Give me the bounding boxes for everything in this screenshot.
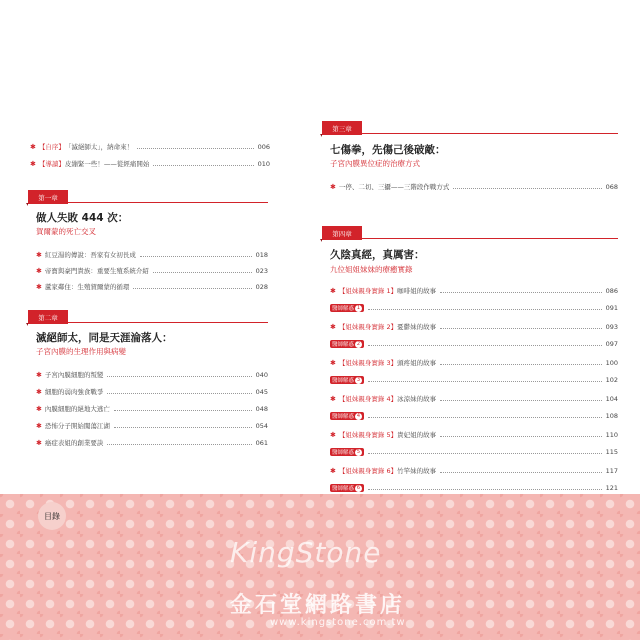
toc-label: 目錄 <box>38 502 66 530</box>
entry-label: 【導讀】 <box>38 160 65 168</box>
chapter-1-tab: 第一章 <box>28 190 68 204</box>
entry-label: 【姐妹親身實錄 4】 <box>338 395 398 403</box>
chapter-3-subtitle: 子宮內膜異位症的治療方式 <box>330 159 420 168</box>
asterisk-icon: ✱ <box>36 388 42 396</box>
page-number: 068 <box>605 183 618 191</box>
toc-entry-badge[interactable] <box>330 335 618 348</box>
entry-text: 頭疼姐的故事 <box>397 359 437 367</box>
leader-dots <box>440 292 602 293</box>
entry-text: 咖啡姐的故事 <box>397 287 437 295</box>
page-number: 115 <box>605 448 618 456</box>
page-number: 093 <box>605 323 618 331</box>
leader-dots <box>153 165 253 166</box>
toc-entry[interactable] <box>36 246 268 259</box>
leader-dots <box>453 188 601 189</box>
page-number: 086 <box>605 287 618 295</box>
doctor-qa-badge: 醫師解惑 1 <box>330 304 364 312</box>
entry-label: 【自序】 <box>38 143 65 151</box>
leader-dots <box>107 376 251 377</box>
entry-text: 憂鬱妹的故事 <box>397 323 437 331</box>
asterisk-icon: ✱ <box>330 359 336 367</box>
toc-entry[interactable] <box>330 318 618 331</box>
page-number: 091 <box>605 304 618 312</box>
doctor-qa-badge: 醫師解惑 5 <box>330 448 364 456</box>
leader-dots <box>440 328 602 329</box>
page-number: 104 <box>605 395 618 403</box>
toc-left-column <box>30 138 270 168</box>
entry-text: 恐怖分子開始闖蕩江湖 <box>44 422 110 430</box>
page-number: 010 <box>257 160 270 168</box>
leader-dots <box>107 393 251 394</box>
leader-dots <box>440 436 602 437</box>
entry-text: 「滅絕師太」，納命來！ <box>64 143 134 151</box>
leader-dots <box>107 444 251 445</box>
page-number: 045 <box>255 388 268 396</box>
page-number: 054 <box>255 422 268 430</box>
chapter-2-entries <box>36 366 268 447</box>
entry-text: 蘆家鄰住：生殖賀爾蒙的循環 <box>44 283 130 291</box>
chapter-4-entries <box>330 282 618 492</box>
chapter-4-subtitle: 九位姐姐妹妹的療癒實錄 <box>330 265 413 274</box>
asterisk-icon: ✱ <box>36 405 42 413</box>
leader-dots <box>368 417 602 418</box>
chapter-3-title: 七傷拳，先傷己後破敵： <box>330 144 446 156</box>
asterisk-icon: ✱ <box>330 323 336 331</box>
entry-text: 細胞的弱肉強食戰爭 <box>44 388 104 396</box>
toc-entry[interactable] <box>330 282 618 295</box>
chapter-4-title: 久陰真經，真厲害： <box>330 249 425 261</box>
chapter-rule <box>322 133 618 134</box>
watermark-brand: KingStone <box>230 536 382 569</box>
entry-text: 癌症表姐的創業要訣 <box>44 439 104 447</box>
leader-dots <box>368 381 602 382</box>
asterisk-icon: ✱ <box>30 143 36 151</box>
page-number: 108 <box>605 412 618 420</box>
toc-entry[interactable] <box>330 462 618 475</box>
entry-label: 【姐妹親身實錄 6】 <box>338 467 398 475</box>
watermark-url: www.kingstone.com.tw <box>270 617 406 628</box>
leader-dots <box>440 472 602 473</box>
chapter-3-tab: 第三章 <box>322 121 362 135</box>
asterisk-icon: ✱ <box>330 183 336 191</box>
entry-text: 紅豆湯的傳說：吾家有女初長成 <box>44 251 136 259</box>
page-number: 117 <box>605 467 618 475</box>
leader-dots <box>368 453 602 454</box>
entry-label: 【姐妹親身實錄 1】 <box>338 287 398 295</box>
leader-dots <box>440 364 602 365</box>
asterisk-icon: ✱ <box>36 267 42 275</box>
entry-text: 一停、二切、三攝——三階段作戰方式 <box>338 183 450 191</box>
asterisk-icon: ✱ <box>330 431 336 439</box>
toc-entry-preface[interactable] <box>30 138 270 151</box>
entry-label: 【姐妹親身實錄 5】 <box>338 431 398 439</box>
toc-entry[interactable] <box>330 426 618 439</box>
asterisk-icon: ✱ <box>330 287 336 295</box>
entry-text: 帝寶與豪門貴族：重要生殖系統介紹 <box>44 267 149 275</box>
leader-dots <box>368 309 602 310</box>
leader-dots <box>114 410 252 411</box>
toc-entry[interactable] <box>330 390 618 403</box>
chapter-1-title: 做人失敗 444 次： <box>36 212 129 224</box>
toc-entry[interactable] <box>330 178 618 191</box>
toc-entry-badge[interactable] <box>330 479 618 492</box>
asterisk-icon: ✱ <box>36 283 42 291</box>
toc-entry-badge[interactable] <box>330 407 618 420</box>
leader-dots <box>368 489 602 490</box>
chapter-1-entries <box>36 246 268 291</box>
toc-entry-badge[interactable] <box>330 299 618 312</box>
entry-text: 子宮內膜細胞的叛變 <box>44 371 104 379</box>
asterisk-icon: ✱ <box>36 422 42 430</box>
asterisk-icon: ✱ <box>36 251 42 259</box>
toc-entry[interactable] <box>36 383 268 396</box>
doctor-qa-badge: 醫師解惑 6 <box>330 484 364 492</box>
doctor-qa-badge: 醫師解惑 2 <box>330 340 364 348</box>
page-number: 048 <box>255 405 268 413</box>
chapter-2-title: 滅絕師太，同是天涯淪落人： <box>36 332 173 344</box>
chapter-3-entries <box>330 178 618 191</box>
chapter-rule <box>322 238 618 239</box>
toc-entry-guide[interactable] <box>30 155 270 168</box>
page-number: 061 <box>255 439 268 447</box>
entry-text: 貴妃姐的故事 <box>397 431 437 439</box>
entry-text: 皮繃緊一些！——從經痛開始 <box>64 160 150 168</box>
page-number: 102 <box>605 376 618 384</box>
leader-dots <box>368 345 602 346</box>
watermark-chinese: 金石堂網路書店 <box>230 593 406 618</box>
page-number: 100 <box>605 359 618 367</box>
toc-entry[interactable] <box>36 400 268 413</box>
page-number: 110 <box>605 431 618 439</box>
page-number: 018 <box>255 251 268 259</box>
page-number: 121 <box>605 484 618 492</box>
leader-dots <box>114 427 252 428</box>
leader-dots <box>137 148 253 149</box>
chapter-2-subtitle: 子宮內膜的生理作用與病變 <box>36 347 126 356</box>
entry-text: 竹竿妹的故事 <box>397 467 437 475</box>
page-number: 023 <box>255 267 268 275</box>
chapter-4-tab: 第四章 <box>322 226 362 240</box>
asterisk-icon: ✱ <box>330 467 336 475</box>
doctor-qa-badge: 醫師解惑 3 <box>330 376 364 384</box>
asterisk-icon: ✱ <box>30 160 36 168</box>
toc-entry[interactable] <box>36 262 268 275</box>
asterisk-icon: ✱ <box>36 371 42 379</box>
entry-label: 【姐妹親身實錄 2】 <box>338 323 398 331</box>
chapter-1-subtitle: 賀爾蒙的死亡交叉 <box>36 227 96 236</box>
entry-label: 【姐妹親身實錄 3】 <box>338 359 398 367</box>
toc-entry[interactable] <box>36 366 268 379</box>
leader-dots <box>140 256 252 257</box>
toc-entry[interactable] <box>36 417 268 430</box>
leader-dots <box>153 272 252 273</box>
toc-entry[interactable] <box>330 354 618 367</box>
toc-entry-badge[interactable] <box>330 371 618 384</box>
asterisk-icon: ✱ <box>36 439 42 447</box>
toc-entry-badge[interactable] <box>330 443 618 456</box>
entry-text: 內膜細胞的絕地大逃亡 <box>44 405 110 413</box>
page-number: 006 <box>257 143 270 151</box>
doctor-qa-badge: 醫師解惑 4 <box>330 412 364 420</box>
leader-dots <box>133 288 251 289</box>
leader-dots <box>440 400 602 401</box>
page-number: 028 <box>255 283 268 291</box>
toc-entry[interactable] <box>36 434 268 447</box>
entry-text: 冰涼妹的故事 <box>397 395 437 403</box>
asterisk-icon: ✱ <box>330 395 336 403</box>
chapter-2-tab: 第二章 <box>28 310 68 324</box>
page-number: 097 <box>605 340 618 348</box>
page-number: 040 <box>255 371 268 379</box>
toc-entry[interactable] <box>36 278 268 291</box>
